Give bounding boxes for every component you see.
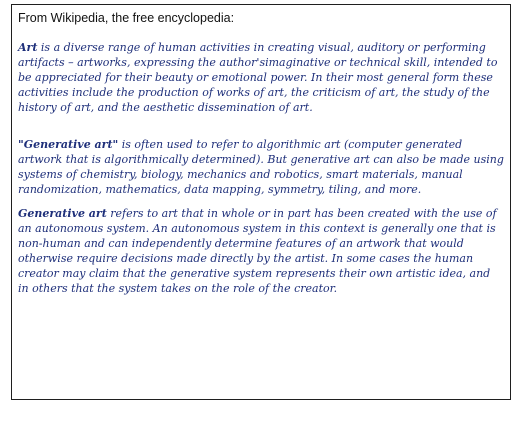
term-generative-art: Generative art	[18, 207, 107, 220]
paragraph-generative-art-quoted-text: is often used to refer to algorithmic art (computer generated artwork that is algorithmically determined). But generative art can also be made using systems of chemistry, biology, mechanics and robotics, smart materials, manual randomization, mathematics, data mapping, symmetry, tiling, and more.	[18, 138, 504, 196]
paragraph-generative-art	[18, 206, 504, 296]
document-frame	[11, 4, 511, 400]
source-header: From Wikipedia, the free encyclopedia:	[18, 11, 235, 25]
paragraph-art	[18, 40, 504, 115]
paragraph-art-text: is a diverse range of human activities in creating visual, auditory or performing artifacts – artworks, expressing the author'simaginative or technical skill, intended to be appreciated for their beauty or emotional power. In their most general form these activities include the production of works of art, the criticism of art, the study of the history of art, and the aesthetic dissemination of art.	[18, 41, 498, 114]
paragraph-generative-art-text: refers to art that in whole or in part has been created with the use of an autonomous system. An autonomous system in this context is generally one that is non-human and can independently determine features of an artwork that would otherwise require decisions made directly by the artist. In some cases the human creator may claim that the generative system represents their own artistic idea, and in others that the system takes on the role of the creator.	[18, 207, 497, 295]
paragraph-generative-art-quoted	[18, 137, 504, 197]
term-art: Art	[18, 41, 38, 54]
term-generative-art-quoted: "Generative art"	[18, 138, 119, 151]
